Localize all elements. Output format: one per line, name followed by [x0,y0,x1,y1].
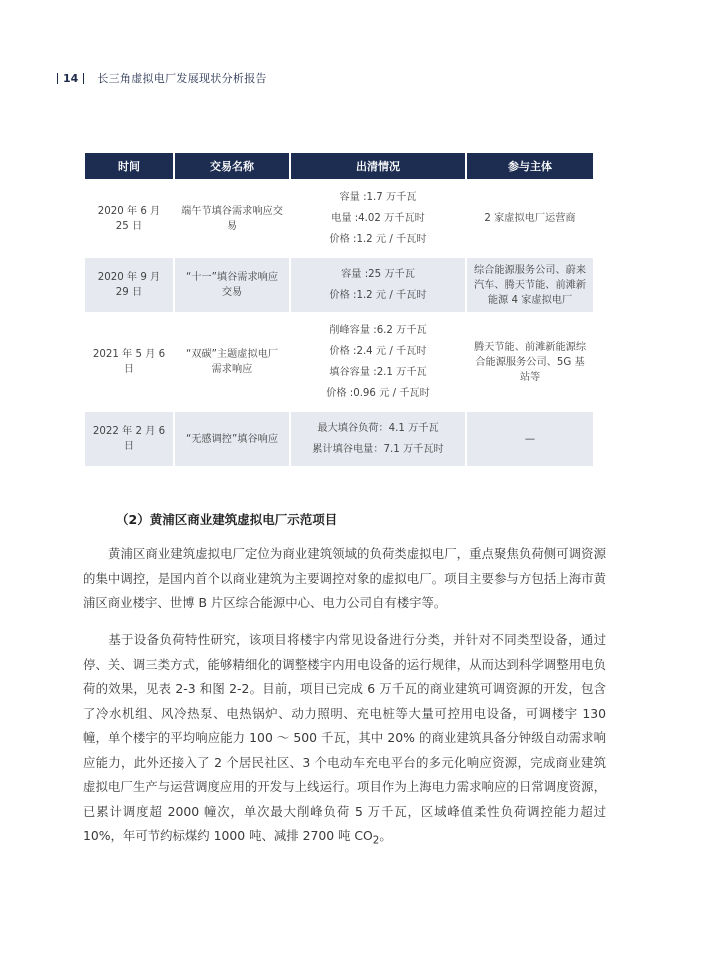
cell-time: 2021 年 5 月 6 日 [85,314,173,410]
clearing-line: 容量 :1.7 万千瓦 [339,192,417,203]
cell-clearing [291,314,465,410]
cell-clearing [291,412,465,466]
subscript: 2 [372,834,380,847]
clearing-line: 价格 :1.2 元 / 千瓦时 [329,234,427,245]
column-header-time: 时间 [85,153,173,179]
table-row [85,314,593,410]
header-divider-left [57,73,58,84]
column-header-clearing: 出清情况 [291,153,465,179]
paragraph-end: 。 [379,828,392,843]
page-header [52,70,267,86]
paragraph [83,542,606,616]
page-number: 14 [63,71,79,85]
cell-participants: 综合能源服务公司、蔚来汽车、腾天节能、前滩新能源 4 家虚拟电厂 [467,258,593,312]
paragraph [83,628,606,853]
section-heading: （2）黄浦区商业建筑虚拟电厂示范项目 [116,512,338,527]
paragraph-text: 基于设备负荷特性研究，该项目将楼宇内常见设备进行分类，并针对不同类型设备，通过停、关、调三类方式，能够精细化的调整楼宇内用电设备的运行规律，从而达到科学调整用电负荷的效果，见表 2-3 和图 2-2。目前，项目已完成 6 万千瓦的商业建筑可调资源的开发，包含了冷水机组、风冷热泵、电热锅炉、动力照明、充电桩等大量可控用电设备，可调楼宇 130 幢，单个楼宇的平均响应能力 100 ～ 500 千瓦，其中 20% 的商业建筑具备分钟级自动需求响应能力，此外还接入了 2 个居民社区、3 个电动车充电平台的多元化响应资源，完成商业建筑虚拟电厂生产与运营调度应用的开发与上线运行。项目作为上海电力需求响应的日常调度资源，已累计调度超 2000 幢次，单次最大削峰负荷 5 万千瓦，区域峰值柔性负荷调控能力超过 10%，年可节约标煤约 1000 吨、减排 2700 吨 CO [83,632,606,843]
header-divider-right [83,73,84,84]
clearing-line: 最大填谷负荷：4.1 万千瓦 [317,423,439,434]
trading-table [83,151,595,468]
column-header-name: 交易名称 [175,153,289,179]
table-header-row [85,153,593,179]
cell-name: “双碳”主题虚拟电厂需求响应 [175,314,289,410]
table-row [85,181,593,256]
clearing-line: 价格 :2.4 元 / 千瓦时 [329,346,427,357]
clearing-line: 电量 :4.02 万千瓦时 [331,213,425,224]
cell-name: “无感调控”填谷响应 [175,412,289,466]
cell-time: 2020 年 6 月 25 日 [85,181,173,256]
paragraph-text: 黄浦区商业建筑虚拟电厂定位为商业建筑领域的负荷类虚拟电厂，重点聚焦负荷侧可调资源的集中调控，是国内首个以商业建筑为主要调控对象的虚拟电厂。项目主要参与方包括上海市黄浦区商业楼宇、世博 B 片区综合能源中心、电力公司自有楼宇等。 [83,546,606,610]
cell-participants: — [467,412,593,466]
table-row [85,412,593,466]
report-title: 长三角虚拟电厂发展现状分析报告 [97,72,267,85]
cell-name: “十一”填谷需求响应交易 [175,258,289,312]
cell-participants: 2 家虚拟电厂运营商 [467,181,593,256]
cell-participants: 腾天节能、前滩新能源综合能源服务公司、5G 基站等 [467,314,593,410]
clearing-line: 价格 :1.2 元 / 千瓦时 [329,290,427,301]
table-row [85,258,593,312]
clearing-line: 价格 :0.96 元 / 千瓦时 [326,388,430,399]
clearing-line: 削峰容量 :6.2 万千瓦 [329,325,427,336]
cell-clearing [291,258,465,312]
clearing-line: 填谷容量 :2.1 万千瓦 [329,367,427,378]
cell-clearing [291,181,465,256]
clearing-line: 容量 :25 万千瓦 [341,269,415,280]
cell-name: 端午节填谷需求响应交易 [175,181,289,256]
column-header-participants: 参与主体 [467,153,593,179]
cell-time: 2020 年 9 月 29 日 [85,258,173,312]
cell-time: 2022 年 2 月 6 日 [85,412,173,466]
clearing-line: 累计填谷电量：7.1 万千瓦时 [312,444,444,455]
